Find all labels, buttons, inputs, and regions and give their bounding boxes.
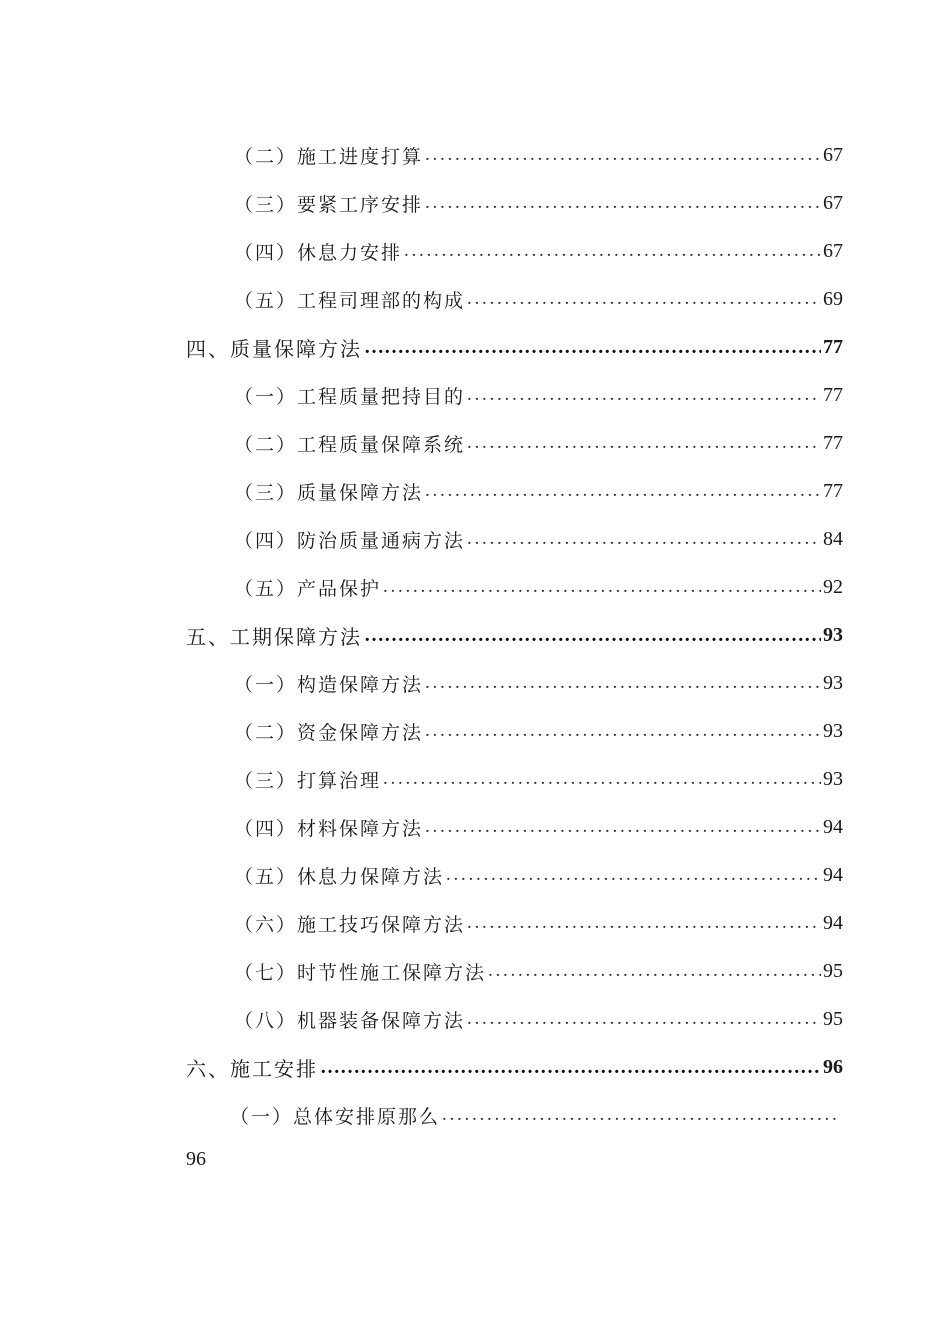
toc-entry-label: 六、施工安排 bbox=[186, 1056, 318, 1081]
toc-entry-label: （四）材料保障方法 bbox=[234, 817, 424, 840]
toc-entry[interactable] bbox=[0, 131, 843, 179]
dot-leader bbox=[488, 960, 821, 982]
toc-entry[interactable] bbox=[0, 179, 843, 227]
toc-entry-page: 67 bbox=[823, 143, 843, 166]
toc-entry-label: （三）要紧工序安排 bbox=[234, 193, 424, 216]
dot-leader bbox=[383, 768, 821, 790]
toc-entry[interactable] bbox=[0, 995, 843, 1043]
toc-entry-label: （四）防治质量通病方法 bbox=[234, 529, 466, 552]
toc-section-heading[interactable] bbox=[0, 611, 843, 659]
toc-entry-label: （六）施工技巧保障方法 bbox=[234, 913, 466, 936]
toc-entry[interactable] bbox=[0, 275, 843, 323]
toc-entry-label: （四）休息力安排 bbox=[234, 241, 403, 264]
toc-entry-page: 96 bbox=[823, 1055, 843, 1078]
dot-leader bbox=[364, 336, 821, 359]
toc-entry-page: 93 bbox=[823, 767, 843, 790]
toc-entry-label: （七）时节性施工保障方法 bbox=[234, 961, 487, 984]
toc-entry-page: 77 bbox=[823, 383, 843, 406]
dot-leader bbox=[320, 1056, 821, 1079]
toc-section-heading[interactable] bbox=[0, 323, 843, 371]
table-of-contents bbox=[0, 131, 950, 1139]
toc-entry[interactable] bbox=[0, 1091, 839, 1139]
toc-entry-label: （二）工程质量保障系统 bbox=[234, 433, 466, 456]
dot-leader bbox=[425, 192, 821, 214]
toc-entry-page: 77 bbox=[823, 479, 843, 502]
dot-leader bbox=[467, 432, 821, 454]
toc-entry[interactable] bbox=[0, 515, 843, 563]
toc-entry-page: 95 bbox=[823, 959, 843, 982]
toc-entry-page: 69 bbox=[823, 287, 843, 310]
dot-leader bbox=[425, 672, 821, 694]
toc-entry[interactable] bbox=[0, 227, 843, 275]
toc-entry[interactable] bbox=[0, 659, 843, 707]
toc-entry-page: 94 bbox=[823, 815, 843, 838]
toc-entry[interactable] bbox=[0, 467, 843, 515]
dot-leader bbox=[425, 720, 821, 742]
toc-entry-page: 77 bbox=[823, 431, 843, 454]
toc-entry-page: 94 bbox=[823, 863, 843, 886]
dot-leader bbox=[467, 912, 821, 934]
toc-entry-label: （三）质量保障方法 bbox=[234, 481, 424, 504]
toc-entry-page: 94 bbox=[823, 911, 843, 934]
toc-entry-label: （二）资金保障方法 bbox=[234, 721, 424, 744]
dot-leader bbox=[425, 480, 821, 502]
toc-entry-label: （三）打算治理 bbox=[234, 769, 382, 792]
toc-entry-label: （二）施工进度打算 bbox=[234, 145, 424, 168]
toc-entry-page: 67 bbox=[823, 191, 843, 214]
toc-entry-label: （五）工程司理部的构成 bbox=[234, 289, 466, 312]
dot-leader bbox=[425, 816, 821, 838]
toc-entry[interactable] bbox=[0, 563, 843, 611]
dot-leader bbox=[467, 1008, 821, 1030]
toc-entry-page: 93 bbox=[823, 623, 843, 646]
dot-leader bbox=[383, 576, 821, 598]
toc-entry-label: （八）机器装备保障方法 bbox=[234, 1009, 466, 1032]
toc-entry-label: 四、质量保障方法 bbox=[186, 336, 362, 361]
toc-entry-label: （一）构造保障方法 bbox=[234, 673, 424, 696]
dot-leader bbox=[364, 624, 821, 647]
toc-entry-label: （五）产品保护 bbox=[234, 577, 382, 600]
toc-entry[interactable] bbox=[0, 371, 843, 419]
toc-entry[interactable] bbox=[0, 899, 843, 947]
dot-leader bbox=[442, 1104, 839, 1126]
toc-entry-label: （一）工程质量把持目的 bbox=[234, 385, 466, 408]
toc-entry[interactable] bbox=[0, 851, 843, 899]
dot-leader bbox=[425, 144, 821, 166]
toc-entry-page: 84 bbox=[823, 527, 843, 550]
toc-entry-page: 92 bbox=[823, 575, 843, 598]
toc-entry[interactable] bbox=[0, 755, 843, 803]
toc-entry-label: 五、工期保障方法 bbox=[186, 624, 362, 649]
dot-leader bbox=[404, 240, 821, 262]
toc-entry-page: 93 bbox=[823, 671, 843, 694]
toc-section-heading[interactable] bbox=[0, 1043, 843, 1091]
toc-entry-label: （五）休息力保障方法 bbox=[234, 865, 445, 888]
toc-entry-page-wrapped: 96 bbox=[186, 1148, 206, 1170]
toc-entry-page: 93 bbox=[823, 719, 843, 742]
dot-leader bbox=[467, 384, 821, 406]
toc-entry[interactable] bbox=[0, 707, 843, 755]
toc-entry-page: 67 bbox=[823, 239, 843, 262]
toc-entry[interactable] bbox=[0, 419, 843, 467]
toc-entry[interactable] bbox=[0, 947, 843, 995]
toc-entry-page: 77 bbox=[823, 335, 843, 358]
toc-entry[interactable] bbox=[0, 803, 843, 851]
dot-leader bbox=[467, 528, 821, 550]
toc-entry-label: （一）总体安排原那么 bbox=[230, 1105, 441, 1128]
dot-leader bbox=[467, 288, 821, 310]
dot-leader bbox=[446, 864, 821, 886]
toc-entry-page: 95 bbox=[823, 1007, 843, 1030]
